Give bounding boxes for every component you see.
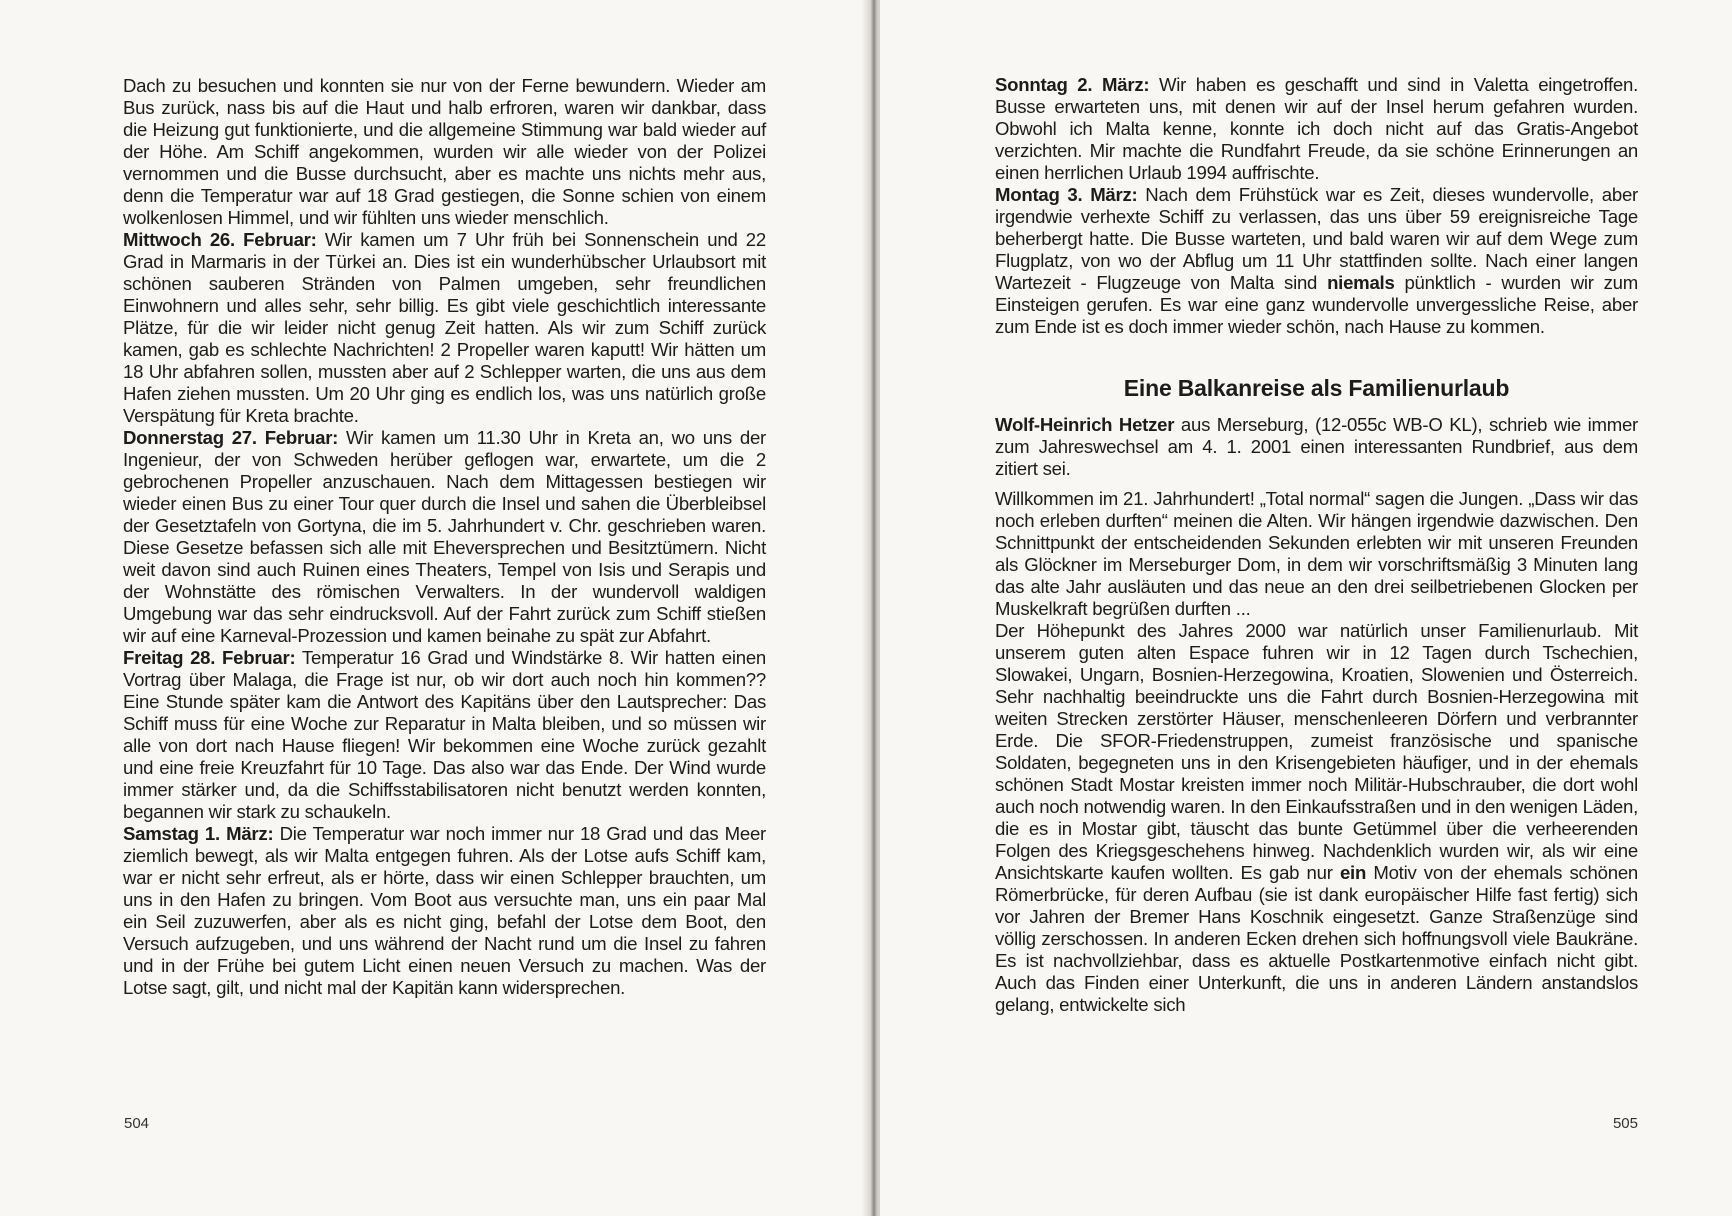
entry-text: Nach dem Frühstück war es Zeit, dieses wundervolle, aber irgendwie verhexte Schiff zu verlassen, das uns über 59 ereignisreiche Tage beherbergt hatte. Die Busse warteten, und bald waren wir auf dem Wege zum Flugplatz, von wo der Abflug um 11 Uhr stattfinden sollte. Nach einer langen Wartezeit - Flugzeuge von Malta sind — [995, 184, 1638, 293]
diary-entry — [123, 427, 766, 647]
right-text-column — [995, 74, 1638, 1016]
date-label: Montag 3. März: — [995, 184, 1138, 205]
entry-text: Die Temperatur war noch immer nur 18 Grad und das Meer ziemlich bewegt, als wir Malta entgegen fuhren. Als der Lotse aufs Schiff kam, war er nicht sehr erfreut, als er hörte, dass wir einen Schlepper brauchten, um uns in den Hafen zu bringen. Vom Boot aus versuchte man, uns ein paar Mal ein Seil zuzuwerfen, aber als es nicht ging, befahl der Lotse dem Boot, den Versuch aufzugeben, und uns während der Nacht rund um die Insel zu fahren und in der Frühe bei gutem Licht einen neuen Versuch zu machen. Was der Lotse sagt, gilt, und nicht mal der Kapitän kann widersprechen. — [123, 823, 766, 998]
intro-text: aus Merseburg, (12-055c WB-O KL), schrieb wie immer zum Jahreswechsel am 4. 1. 2001 einen interessanten Rundbrief, aus dem zitiert sei. — [995, 414, 1639, 479]
diary-entry — [123, 647, 766, 823]
author-name: Wolf-Heinrich Hetzer — [995, 414, 1175, 435]
date-label: Mittwoch 26. Februar: — [123, 229, 317, 250]
intro-paragraph — [995, 414, 1638, 480]
diary-entry — [995, 74, 1638, 184]
entry-text: Wir kamen um 7 Uhr früh bei Sonnenschein und 22 Grad in Marmaris in der Türkei an. Dies ist ein wunderhübscher Urlaubsort mit schönen sauberen Stränden von Palmen umgeben, sehr freundlichen Einwohnern und alles sehr, sehr billig. Es gibt viele geschichtlich interessante Plätze, für die wir leider nicht genug Zeit hatten. Als wir zum Schiff zurück kamen, gab es schlechte Nachrichten! 2 Propeller waren kaputt! Wir hätten um 18 Uhr abfahren sollen, mussten aber auf 2 Schlepper warten, die uns aus dem Hafen ziehen mussten. Um 20 Uhr ging es endlich los, was uns natürlich große Verspätung für Kreta brachte. — [123, 229, 766, 426]
diary-entry — [123, 823, 766, 999]
date-label: Sonntag 2. März: — [995, 74, 1150, 95]
letter-paragraph — [995, 620, 1638, 1016]
entry-text: Wir haben es geschafft und sind in Valetta eingetroffen. Busse erwarteten uns, mit denen wir auf der Insel herum gefahren wurden. Obwohl ich Malta kenne, konnte ich doch nicht auf das Gratis-Angebot verzichten. Mir machte die Rundfahrt Freude, da sie schöne Erinnerungen an einen herrlichen Urlaub 1994 auffrischte. — [995, 74, 1638, 183]
left-text-column — [123, 75, 766, 999]
diary-entry — [123, 229, 766, 427]
diary-entry — [995, 184, 1638, 338]
section-heading: Eine Balkanreise als Familienurlaub — [1123, 375, 1510, 401]
entry-text: Temperatur 16 Grad und Windstärke 8. Wir hatten einen Vortrag über Malaga, die Frage ist nur, ob wir dort auch noch hin kommen?? Eine Stunde später kam die Antwort des Kapitäns über den Lautsprecher: Das Schiff muss für eine Woche zur Reparatur in Malta bleiben, und so müssen wir alle von dort nach Hause fliegen! Wir bekommen eine Woche zurück gezahlt und eine freie Kreuzfahrt für 10 Tage. Das also war das Ende. Der Wind wurde immer stärker und, da die Schiffsstabilisatoren nicht benutzt werden konnten, begannen wir stark zu schaukeln. — [123, 647, 767, 822]
emphasis-text: ein — [1339, 862, 1367, 883]
page-number: 505 — [1612, 1115, 1638, 1132]
right-page — [880, 0, 1732, 1216]
emphasis-text: niemals — [1327, 272, 1395, 293]
date-label: Freitag 28. Februar: — [123, 647, 296, 668]
letter-text: Motiv von der ehemals schönen Römerbrücke, für deren Aufbau (sie ist dank europäischer Hilfe fast fertig) sich vor Jahren der Bremer Hans Koschnik eingesetzt. Ganze Straßenzüge sind völlig zerschossen. In anderen Ecken drehen sich hoffnungsvoll viele Baukräne. Es ist nachvollziehbar, dass es aktuelle Postkartenmotive einfach nicht gibt. Auch das Finden einer Unterkunft, die uns in anderen Ländern anstandslos gelang, entwickelte sich — [995, 862, 1639, 1015]
date-label: Samstag 1. März: — [123, 823, 274, 844]
paragraph-text: Dach zu besuchen und konnten sie nur von der Ferne bewundern. Wieder am Bus zurück, nass bis auf die Haut und halb erfroren, waren wir dankbar, dass die Heizung gut funktionierte, und die allgemeine Stimmung war bald wieder auf der Höhe. Am Schiff angekommen, wurden wir alle wieder von der Polizei vernommen und die Busse durchsucht, aber es machte uns nichts mehr aus, denn die Temperatur war auf 18 Grad gestiegen, die Sonne schien von einem wolkenlosen Himmel, und wir fühlten uns wieder menschlich. — [123, 75, 766, 228]
letter-text: Der Höhepunkt des Jahres 2000 war natürlich unser Familienurlaub. Mit unserem guten alten Espace fuhren wir in 12 Tagen durch Tschechien, Slowakei, Ungarn, Bosnien-Herzegowina, Kroatien, Slowenien und Österreich. Sehr nachhaltig beeindruckte uns die Fahrt durch Bosnien-Herzegowina mit weiten Strecken zerstörter Häuser, menschenleeren Dörfern und verbrannter Erde. Die SFOR-Friedenstruppen, zumeist französische und spanische Soldaten, begegneten uns in den Krisengebieten häufiger, und in der ehemals schönen Stadt Mostar kreisten immer noch Militär-Hubschrauber, die dort wohl auch noch notwendig waren. In den Einkaufsstraßen und in den wenigen Läden, die es in Mostar gibt, täuscht das bunte Getümmel über die verheerenden Folgen des Kriegsgeschehens hinweg. Nachdenklich wurden wir, als wir eine Ansichtskarte kaufen wollten. Es gab nur — [995, 620, 1638, 883]
entry-text: pünktlich - wurden wir zum Einsteigen gerufen. Es war eine ganz wundervolle unvergessliche Reise, aber zum Ende ist es doch immer wieder schön, nach Hause zu kommen. — [995, 272, 1638, 337]
page-number: 504 — [124, 1115, 150, 1132]
paragraph — [123, 75, 766, 229]
entry-text: Wir kamen um 11.30 Uhr in Kreta an, wo uns der Ingenieur, der von Schweden herüber geflogen war, erwartete, um die 2 gebrochenen Propeller anzuschauen. Nach dem Mittagessen bestiegen wir wieder einen Bus zu einer Tour quer durch die Insel und sahen die Überbleibsel der Gesetztafeln von Gortyna, die im 5. Jahrhundert v. Chr. geschrieben waren. Diese Gesetze befassen sich alle mit Eheversprechen und Besitztümern. Nicht weit davon sind auch Ruinen eines Theaters, Tempel von Isis und Serapis und der Wohnstätte des römischen Verwalters. In der wundervoll waldigen Umgebung war das sehr eindrucksvoll. Auf der Fahrt zurück zum Schiff stießen wir auf eine Karneval-Prozession und kamen beinahe zu spät zur Abfahrt. — [123, 427, 766, 646]
date-label: Donnerstag 27. Februar: — [123, 427, 339, 448]
letter-paragraph: Willkommen im 21. Jahrhundert! „Total normal“ sagen die Jungen. „Dass wir das noch erleben durften“ meinen die Alten. Wir hängen irgendwie dazwischen. Den Schnittpunkt der entscheidenden Sekunden erlebten wir mit unseren Freunden als Glöckner im Merseburger Dom, in dem wir vorschriftsmäßig 3 Minuten lang das alte Jahr ausläuten und das neue an den drei seilbetriebenen Glocken per Muskelkraft begrüßen durften ... — [995, 488, 1638, 619]
